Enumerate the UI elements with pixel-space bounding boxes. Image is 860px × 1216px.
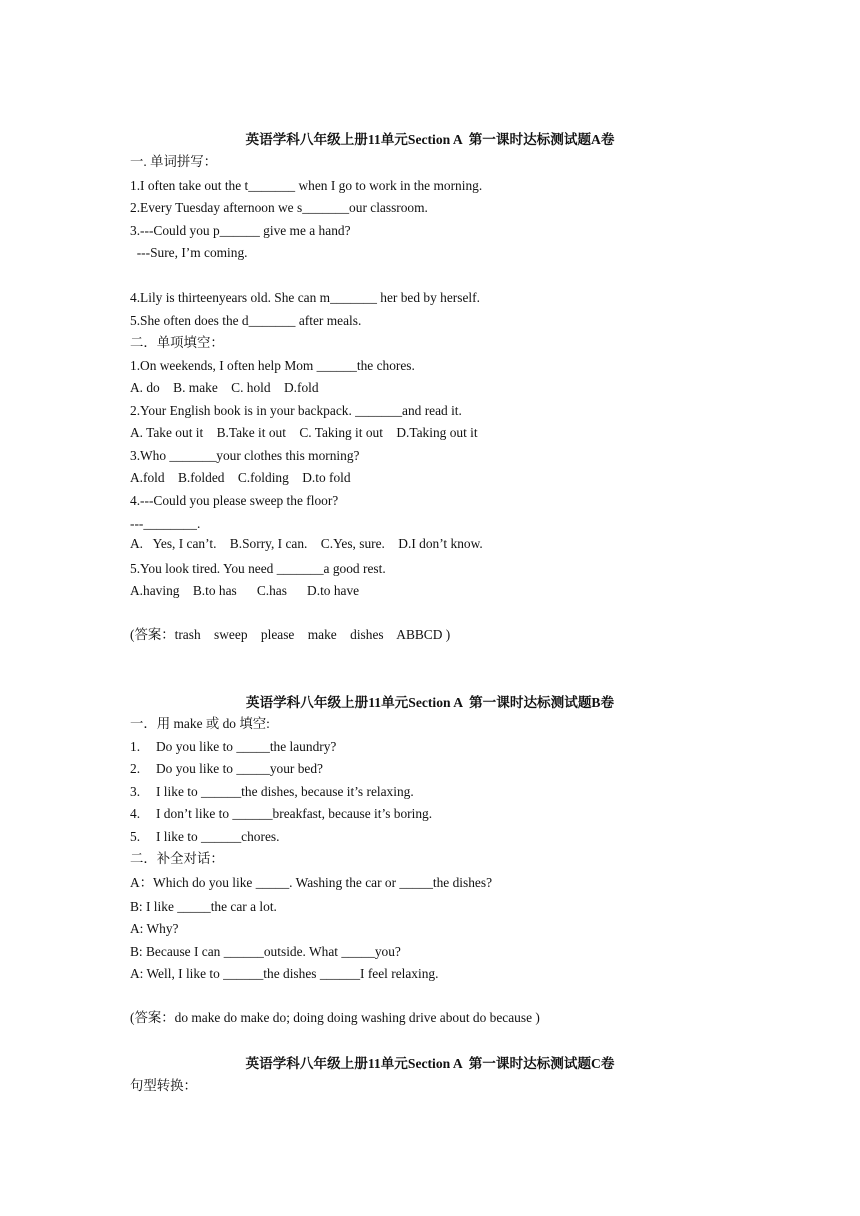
list-text: I like to ______the dishes, because it’s relaxing. (156, 784, 414, 799)
section-b-title: 英语学科八年级上册11单元Section A 第一课时达标测试题B卷 (245, 695, 615, 710)
list-number: 4. (130, 806, 141, 821)
list-text: I like to ______chores. (156, 829, 280, 844)
list-number: 3. (130, 784, 141, 799)
question-line: 3.Who _______your clothes this morning? (130, 448, 360, 463)
question-line: 1.I often take out the t_______ when I go to work in the morning. (130, 178, 483, 193)
list-text: Do you like to _____the laundry? (156, 739, 337, 754)
section-c-title: 英语学科八年级上册11单元Section A 第一课时达标测试题C卷 (245, 1056, 615, 1071)
question-line: 4.---Could you please sweep the floor? (130, 493, 339, 508)
question-line: ---Sure, I’m coming. (130, 245, 248, 260)
dialogue-line: B: Because I can ______outside. What _____you? (130, 944, 401, 959)
list-number: 1. (130, 739, 141, 754)
answer-key: (答案：do make do make do; doing doing washing drive about do because ) (130, 1010, 540, 1025)
question-line: ---________. (130, 516, 201, 531)
question-line: 5.You look tired. You need _______a good rest. (130, 561, 386, 576)
section-a-part1-heading: 一. 单词拼写： (130, 154, 218, 169)
options-line: A.having B.to has C.has D.to have (130, 583, 360, 598)
question-line: 2.Every Tuesday afternoon we s_______our classroom. (130, 200, 428, 215)
list-text: Do you like to _____your bed? (156, 761, 323, 776)
list-item (130, 739, 336, 755)
list-item (130, 761, 323, 777)
options-line: A.fold B.folded C.folding D.to fold (130, 470, 351, 485)
dialogue-line: A：Which do you like _____. Washing the car or _____the dishes? (130, 875, 493, 890)
question-line: 4.Lily is thirteenyears old. She can m_______ her bed by herself. (130, 290, 480, 305)
list-item (130, 829, 279, 845)
section-a-title: 英语学科八年级上册11单元Section A 第一课时达标测试题A卷 (245, 132, 615, 147)
question-line: 3.---Could you p______ give me a hand? (130, 223, 351, 238)
section-b-part1-heading: 一．用 make 或 do 填空: (130, 716, 270, 731)
question-line: 1.On weekends, I often help Mom ______the chores. (130, 358, 415, 373)
list-text: I don’t like to ______breakfast, because it’s boring. (156, 806, 433, 821)
dialogue-line: A: Well, I like to ______the dishes ______I feel relaxing. (130, 966, 439, 981)
section-b-part2-heading: 二．补全对话： (130, 851, 224, 866)
question-line: 5.She often does the d_______ after meals. (130, 313, 362, 328)
section-a-part2-heading: 二．单项填空： (130, 335, 224, 350)
dialogue-line: B: I like _____the car a lot. (130, 899, 277, 914)
options-line: A. do B. make C. hold D.fold (130, 380, 319, 395)
question-line: 2.Your English book is in your backpack. _______and read it. (130, 403, 462, 418)
list-number: 5. (130, 829, 141, 844)
options-line: A. Take out it B.Take it out C. Taking it out D.Taking out it (130, 425, 478, 440)
section-c-part1-heading: 句型转换： (130, 1078, 197, 1093)
answer-key: (答案：trash sweep please make dishes ABBCD ) (130, 627, 451, 642)
options-line: A. Yes, I can’t. B.Sorry, I can. C.Yes, sure. D.I don’t know. (130, 536, 483, 551)
list-item (130, 806, 432, 822)
list-number: 2. (130, 761, 141, 776)
list-item (130, 784, 414, 800)
dialogue-line: A: Why? (130, 921, 179, 936)
